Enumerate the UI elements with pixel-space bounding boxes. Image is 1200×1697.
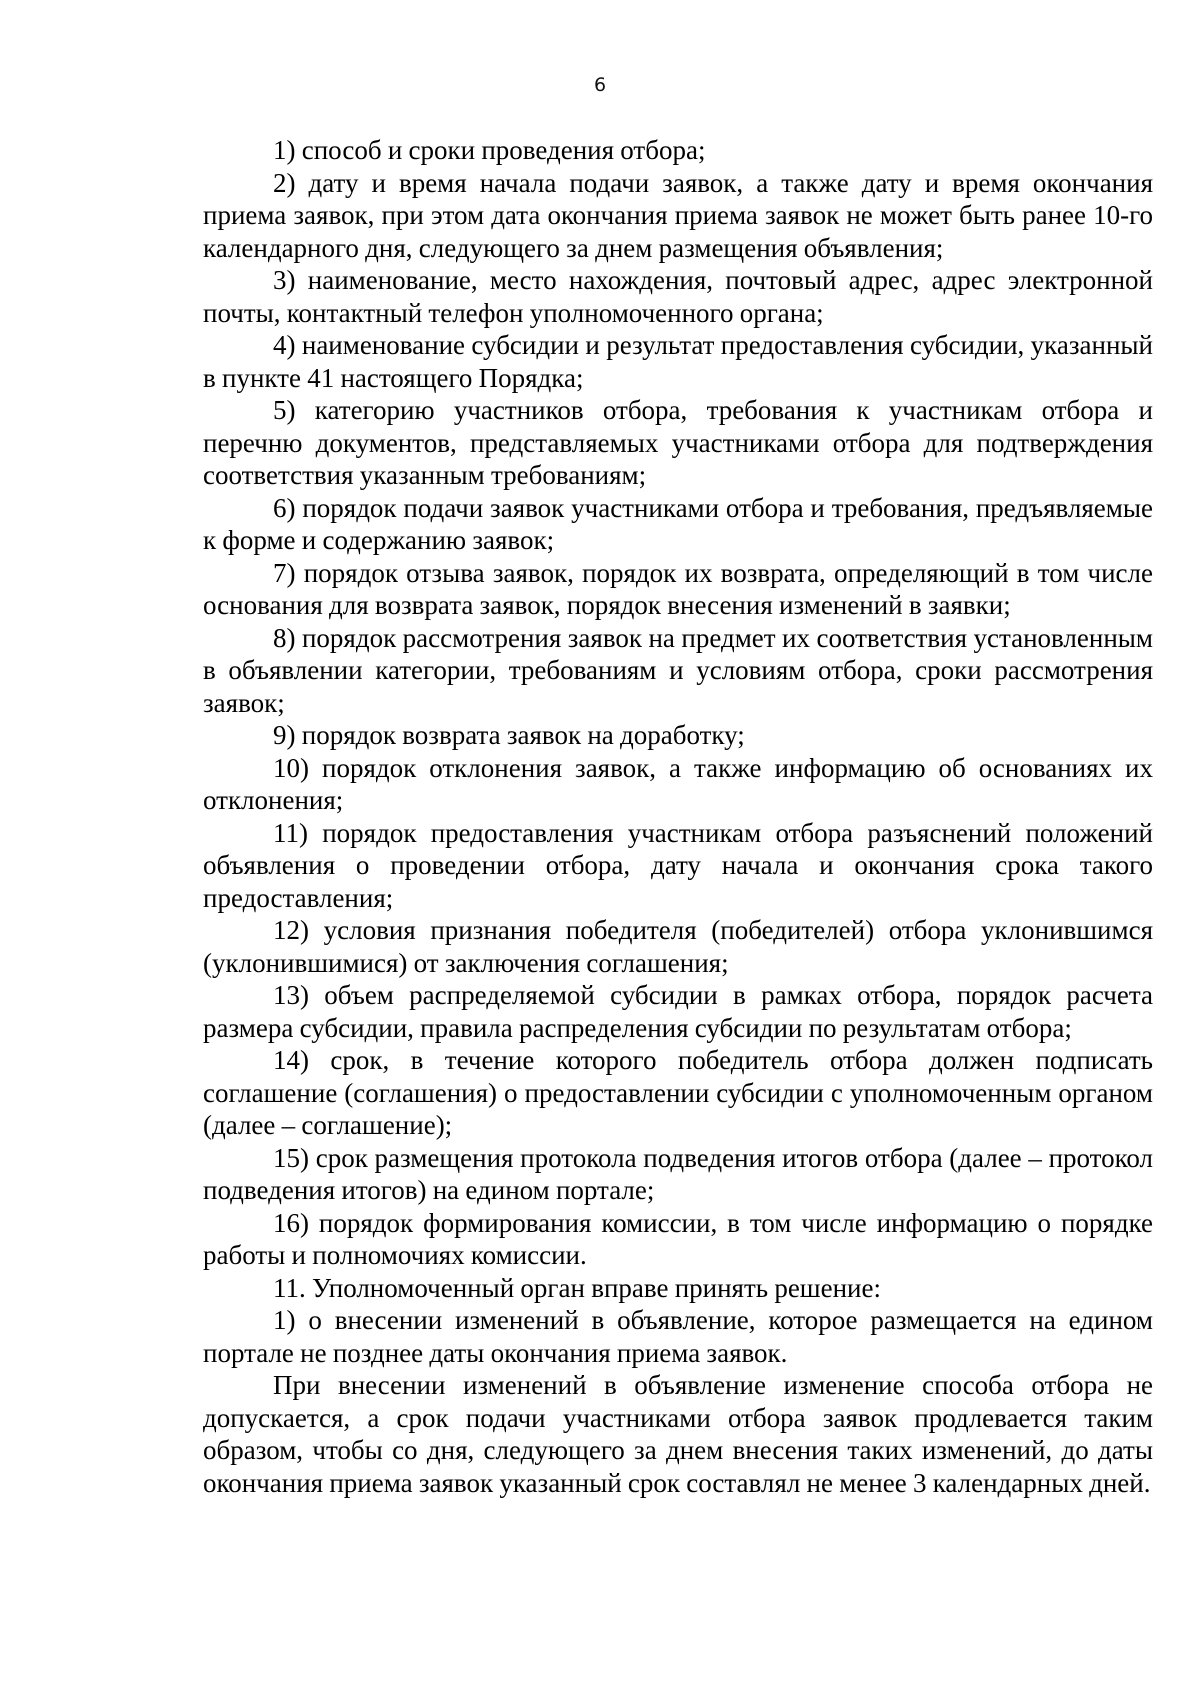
paragraph: 7) порядок отзыва заявок, порядок их возврата, определяющий в том числе основания для возврата заявок, порядок внесения изменений в заявки;	[203, 557, 1153, 620]
paragraph: 1) о внесении изменений в объявление, которое размещается на едином портале не позднее даты окончания приема заявок.	[203, 1305, 1153, 1368]
paragraph: 6) порядок подачи заявок участниками отбора и требования, предъявляемые к форме и содержанию заявок;	[203, 492, 1153, 555]
paragraph: 10) порядок отклонения заявок, а также информацию об основаниях их отклонения;	[203, 752, 1153, 815]
document-body	[203, 134, 1153, 1499]
paragraph: 16) порядок формирования комиссии, в том числе информацию о порядке работы и полномочиях комиссии.	[203, 1207, 1153, 1270]
paragraph: 3) наименование, место нахождения, почтовый адрес, адрес электронной почты, контактный телефон уполномоченного органа;	[203, 265, 1153, 328]
paragraph: 13) объем распределяемой субсидии в рамках отбора, порядок расчета размера субсидии, правила распределения субсидии по результатам отбора;	[203, 980, 1153, 1043]
paragraph: При внесении изменений в объявление изменение способа отбора не допускается, а срок подачи участниками отбора заявок продлевается таким образом, чтобы со дня, следующего за днем внесения таких изменений, до даты окончания приема заявок указанный срок составлял не менее 3 календарных дней.	[203, 1370, 1153, 1498]
paragraph: 4) наименование субсидии и результат предоставления субсидии, указанный в пункте 41 настоящего Порядка;	[203, 330, 1153, 393]
paragraph: 9) порядок возврата заявок на доработку;	[273, 720, 745, 750]
paragraph: 2) дату и время начала подачи заявок, а также дату и время окончания приема заявок, при этом дата окончания приема заявок не может быть ранее 10-го календарного дня, следующего за днем размещения объявления;	[203, 167, 1153, 263]
paragraph: 1) способ и сроки проведения отбора;	[273, 135, 706, 165]
paragraph: 11. Уполномоченный орган вправе принять решение:	[273, 1272, 881, 1303]
paragraph: 8) порядок рассмотрения заявок на предмет их соответствия установленным в объявлении категории, требованиям и условиям отбора, сроки рассмотрения заявок;	[203, 622, 1153, 718]
page-number: 6	[593, 74, 607, 96]
paragraph: 15) срок размещения протокола подведения итогов отбора (далее – протокол подведения итогов) на едином портале;	[203, 1142, 1153, 1205]
paragraph: 14) срок, в течение которого победитель отбора должен подписать соглашение (соглашения) о предоставлении субсидии с уполномоченным органом (далее – соглашение);	[203, 1045, 1153, 1140]
paragraph: 11) порядок предоставления участникам отбора разъяснений положений объявления о проведении отбора, дату начала и окончания срока такого предоставления;	[203, 817, 1153, 913]
paragraph: 5) категорию участников отбора, требования к участникам отбора и перечню документов, представляемых участниками отбора для подтверждения соответствия указанным требованиям;	[203, 395, 1153, 490]
paragraph: 12) условия признания победителя (победителей) отбора уклонившимся (уклонившимися) от заключения соглашения;	[203, 915, 1153, 978]
